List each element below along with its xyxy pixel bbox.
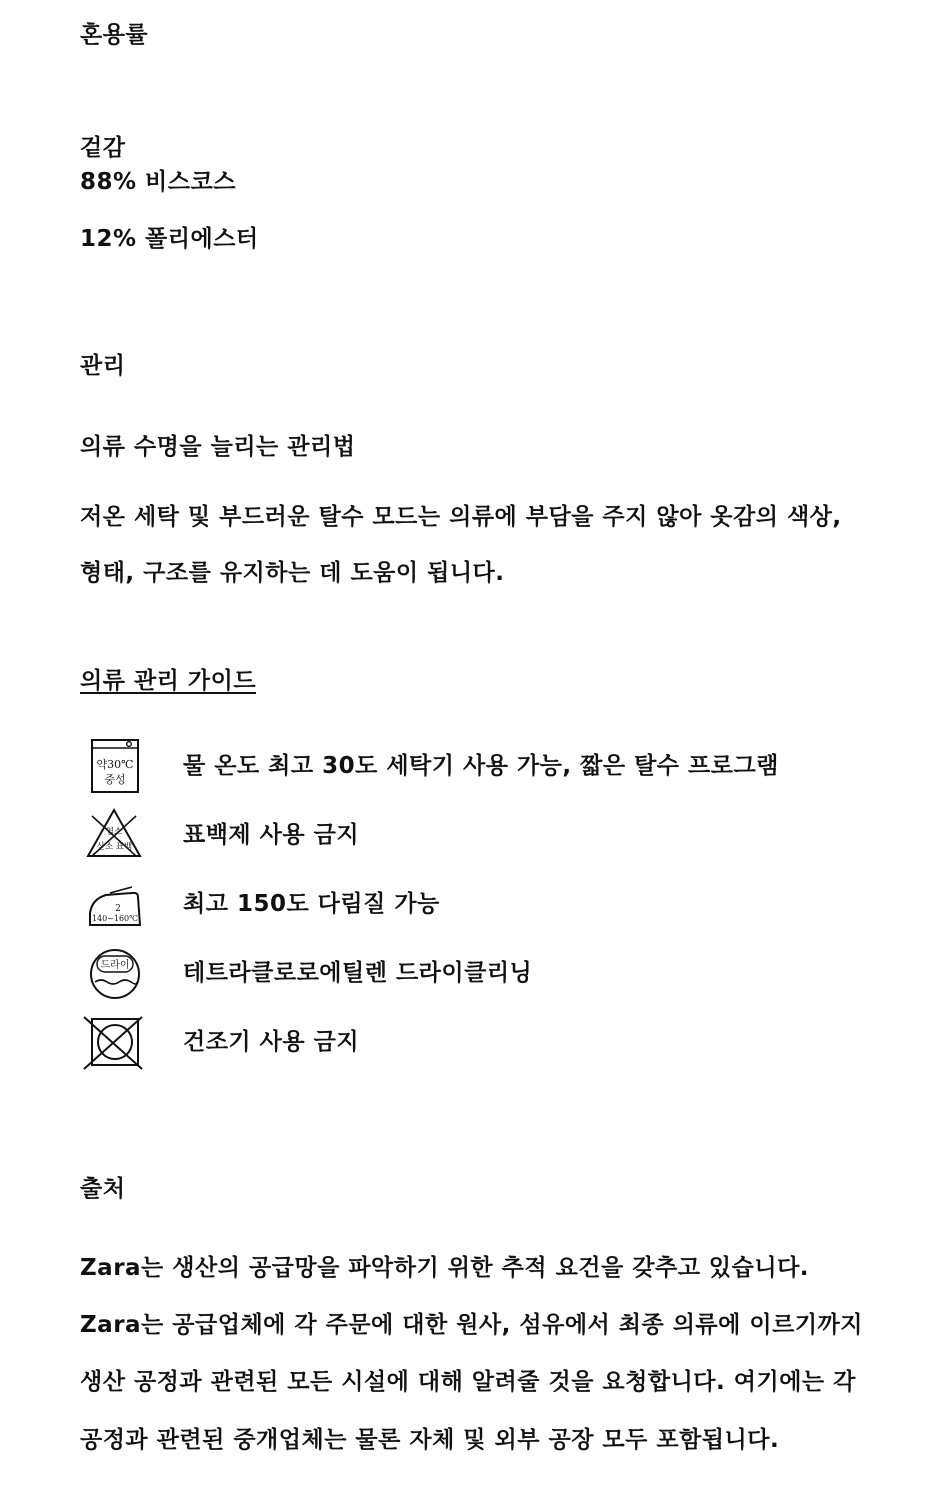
care-subheading: 의류 수명을 늘리는 관리법 — [80, 434, 356, 460]
svg-text:드라이: 드라이 — [100, 960, 130, 971]
material-item: 88% 비스코스 — [80, 169, 236, 195]
care-guide-item — [80, 806, 880, 866]
origin-paragraph-line: Zara는 생산의 공급망을 파악하기 위한 추적 요건을 갖추고 있습니다. — [80, 1255, 810, 1281]
dry-clean-icon — [80, 944, 144, 1004]
care-guide-item-text: 물 온도 최고 30도 세탁기 사용 가능, 짧은 탈수 프로그램 — [183, 753, 779, 779]
care-guide-item — [80, 875, 880, 935]
care-guide-item-text: 최고 150도 다림질 가능 — [183, 891, 440, 917]
care-heading: 관리 — [80, 353, 126, 379]
svg-text:표백: 표백 — [115, 842, 133, 852]
care-paragraph-line: 저온 세탁 및 부드러운 탈수 모드는 의류에 부담을 주지 않아 옷감의 색상, — [80, 504, 842, 530]
no-tumble-dry-icon — [80, 1013, 144, 1073]
care-guide-item — [80, 1013, 880, 1073]
origin-paragraph-line: Zara는 공급업체에 각 주문에 대한 원사, 섬유에서 최종 의류에 이르기까지 — [80, 1312, 863, 1338]
svg-text:염소: 염소 — [105, 827, 123, 837]
care-guide-link[interactable]: 의류 관리 가이드 — [80, 668, 257, 694]
svg-text:산소: 산소 — [96, 842, 114, 852]
svg-text:중성: 중성 — [104, 773, 126, 786]
care-guide-item — [80, 944, 880, 1004]
care-paragraph-line: 형태, 구조를 유지하는 데 도움이 됩니다. — [80, 560, 505, 586]
material-item: 12% 폴리에스터 — [80, 226, 259, 252]
origin-paragraph-line: 공정과 관련된 중개업체는 물론 자체 및 외부 공장 모두 포함됩니다. — [80, 1427, 780, 1453]
svg-text:2: 2 — [115, 904, 121, 914]
care-guide-item-text: 테트라클로로에틸렌 드라이클리닝 — [183, 960, 533, 986]
origin-paragraph-line: 생산 공정과 관련된 모든 시설에 대해 알려줄 것을 요청합니다. 여기에는 각 — [80, 1369, 856, 1395]
outer-fabric-label: 겉감 — [80, 135, 126, 161]
washing-machine-30-icon — [80, 737, 144, 797]
origin-heading: 출처 — [80, 1176, 126, 1202]
iron-150-icon — [80, 875, 144, 935]
composition-heading: 혼용률 — [80, 22, 149, 48]
svg-text:약30℃: 약30℃ — [96, 758, 134, 771]
care-guide-item-text: 건조기 사용 금지 — [183, 1029, 360, 1055]
care-guide-item — [80, 737, 880, 797]
no-bleach-icon — [80, 806, 144, 866]
care-guide-item-text: 표백제 사용 금지 — [183, 822, 360, 848]
svg-text:140~160℃: 140~160℃ — [91, 914, 139, 923]
